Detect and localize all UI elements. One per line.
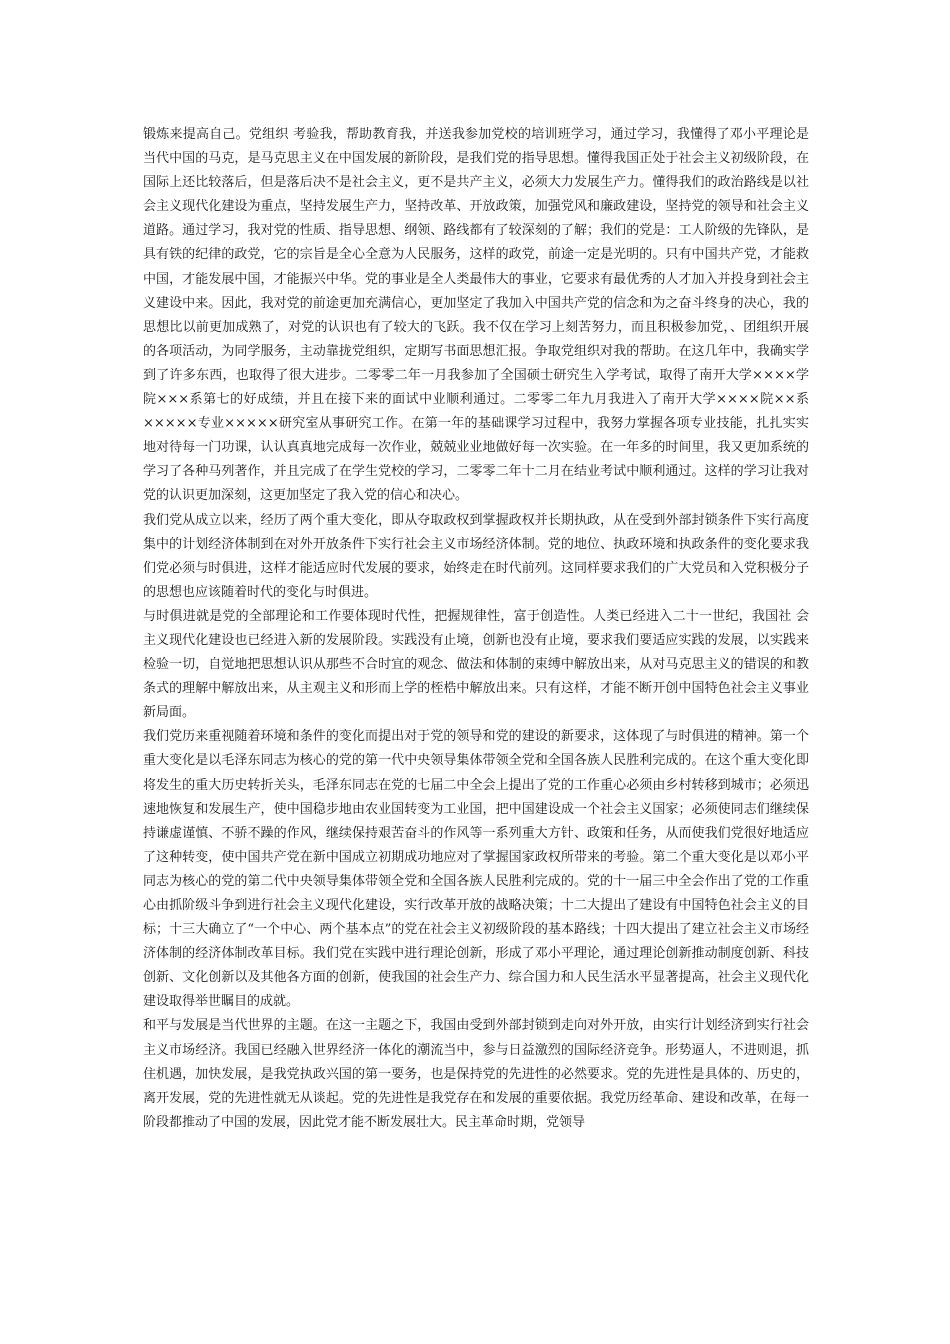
document-body	[143, 123, 809, 1135]
paragraph-2: 我们党从成立以来，经历了两个重大变化，即从夺取政权到掌握政权并长期执政，从在受到外部封锁条件下实行高度集中的计划经济体制到在对外开放条件下实行社会主义市场经济体制。党的地位、执政环境和执政条件的变化要求我们党必须与时俱进，这样才能适应时代发展的要求，始终走在时代前列。这同样要求我们的广大党员和入党积极分子的思想也应该随着时代的变化与时俱进。	[143, 512, 809, 600]
paragraph-1: 锻炼来提高自己。党组织 考验我，帮助教育我，并送我参加党校的培训班学习，通过学习，我懂得了邓小平理论是当代中国的马克，是马克思主义在中国发展的新阶段，是我们党的指导思想。懂得我国正处于社会主义初级阶段，在国际上还比较落后，但是落后决不是社会主义，更不是共产主义，必须大力发展生产力。懂得我们的政治路线是以社会主义现代化建设为重点，坚持发展生产力，坚持改革、开放政策，加强党风和廉政建设，坚持党的领导和社会主义道路。通过学习，我对党的性质、指导思想、纲领、路线都有了较深刻的了解；我们的党是：工人阶级的先锋队，是具有铁的纪律的政党，它的宗旨是全心全意为人民服务，这样的政党，前途一定是光明的。只有中国共产党，才能救中国，才能发展中国，才能振兴中华。党的事业是全人类最伟大的事业，它要求有最优秀的人才加入并投身到社会主义建设中来。因此，我对党的前途更加充满信心，更加坚定了我加入中国共产党的信念和为之奋斗终身的决心，我的思想比以前更加成熟了，对党的认识也有了较大的飞跃。我不仅在学习上刻苦努力，而且积极参加党，、团组织开展的各项活动，为同学服务，主动靠拢党组织，定期写书面思想汇报。争取党组织对我的帮助。在这几年中，我确实学到了许多东西，也取得了很大进步。二零零二年一月我参加了全国硕士研究生入学考试，取得了南开大学××××学院×××系第七的好成绩，并且在接下来的面试中业顺利通过。二零零二年九月我进入了南开大学××××院××系×××××专业×××××研究室从事研究工作。在第一年的基础课学习过程中，我努力掌握各项专业技能，扎扎实实地对待每一门功课，认认真真地完成每一次作业，兢兢业业地做好每一次实验。在一年多的时间里，我又更加系统的学习了各种马列著作，并且完成了在学生党校的学习，二零零二年十二月在结业考试中顺利通过。这样的学习让我对党的认识更加深刻，这更加坚定了我入党的信心和决心。	[143, 127, 809, 504]
paragraph-4: 我们党历来重视随着环境和条件的变化而提出对于党的领导和党的建设的新要求，这体现了与时俱进的精神。第一个重大变化是以毛泽东同志为核心的党的第一代中央领导集体带领全党和全国各族人民胜利完成的。在这个重大变化即将发生的重大历史转折关头，毛泽东同志在党的七届二中全会上提出了党的工作重心必须由乡村转移到城市；必须迅速地恢复和发展生产，使中国稳步地由农业国转变为工业国，把中国建设成一个社会主义国家；必须使同志们继续保持谦虚谨慎、不骄不躁的作风，继续保持艰苦奋斗的作风等一系列重大方针、政策和任务，从而使我们党很好地适应了这种转变，使中国共产党在新中国成立初期成功地应对了掌握国家政权所带来的考验。第二个重大变化是以邓小平同志为核心的党的第二代中央领导集体带领全党和全国各族人民胜利完成的。党的十一届三中全会作出了党的工作重心由抓阶级斗争到进行社会主义现代化建设，实行改革开放的战略决策；十二大提出了建设有中国特色社会主义的目标；十三大确立了“一个中心、两个基本点”的党在社会主义初级阶段的基本路线；十四大提出了建立社会主义市场经济体制的经济体制改革目标。我们党在实践中进行理论创新，形成了邓小平理论，通过理论创新推动制度创新、科技创新、文化创新以及其他各方面的创新，使我国的社会生产力、综合国力和人民生活水平显著提高，社会主义现代化建设取得举世瞩目的成就。	[143, 729, 809, 1010]
paragraph-3: 与时俱进就是党的全部理论和工作要体现时代性，把握规律性，富于创造性。人类已经进入二十一世纪，我国社 会主义现代化建设也已经进入新的发展阶段。实践没有止境，创新也没有止境，要求我们要适应实践的发展，以实践来检验一切，自觉地把思想认识从那些不合时宜的观念、做法和体制的束缚中解放出来，从对马克思主义的错误的和教条式的理解中解放出来，从主观主义和形而上学的桎梏中解放出来。只有这样，才能不断开创中国特色社会主义事业新局面。	[143, 608, 809, 721]
paragraph-5: 和平与发展是当代世界的主题。在这一主题之下，我国由受到外部封锁到走向对外开放，由实行计划经济到实行社会主义市场经济。我国已经融入世界经济一体化的潮流当中，参与日益激烈的国际经济竞争。形势逼人，不进则退，抓住机遇，加快发展，是我党执政兴国的第一要务，也是保持党的先进性的必然要求。党的先进性是具体的、历史的，离开发展，党的先进性就无从谈起。党的先进性是我党存在和发展的重要依据。我党历经革命、建设和改革，在每一阶段都推动了中国的发展，因此党才能不断发展壮大。民主革命时期，党领导	[143, 1018, 809, 1130]
